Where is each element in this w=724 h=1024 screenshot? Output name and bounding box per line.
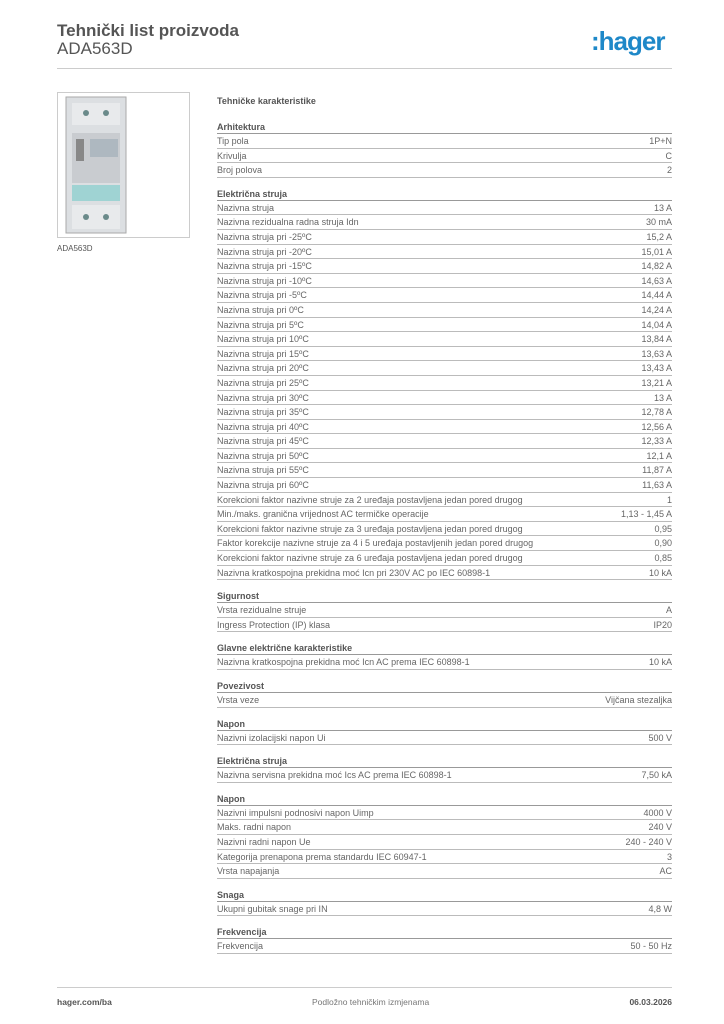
spec-section <box>217 925 672 954</box>
spec-row <box>217 259 672 274</box>
spec-value: 12,56 A <box>641 421 672 432</box>
spec-label: Nazivna struja pri -20ºC <box>217 246 312 257</box>
spec-row <box>217 149 672 164</box>
spec-label: Nazivna struja pri 15ºC <box>217 348 309 359</box>
spec-row <box>217 134 672 149</box>
spec-label: Nazivna servisna prekidna moć Ics AC prema IEC 60898-1 <box>217 770 452 781</box>
product-image <box>57 92 190 238</box>
spec-label: Nazivni izolacijski napon Ui <box>217 732 326 743</box>
footer-date: 06.03.2026 <box>629 997 672 1007</box>
spec-row <box>217 245 672 260</box>
spec-value: 0,95 <box>654 523 672 534</box>
section-title: Glavne električne karakteristike <box>217 641 672 655</box>
spec-value: 15,01 A <box>641 246 672 257</box>
section-title: Električna struja <box>217 754 672 768</box>
spec-value: C <box>665 150 672 161</box>
spec-row <box>217 463 672 478</box>
image-caption: ADA563D <box>57 244 93 253</box>
header-divider <box>57 68 672 69</box>
spec-value: 0,85 <box>654 553 672 564</box>
spec-label: Nazivna struja pri 45ºC <box>217 436 309 447</box>
section-title: Frekvencija <box>217 925 672 939</box>
spec-value: 12,78 A <box>641 407 672 418</box>
spec-row <box>217 376 672 391</box>
spec-label: Nazivna rezidualna radna struja Idn <box>217 217 359 228</box>
spec-row <box>217 230 672 245</box>
spec-row <box>217 507 672 522</box>
footer-notice: Podložno tehničkim izmjenama <box>312 997 430 1007</box>
spec-label: Vrsta rezidualne struje <box>217 605 307 616</box>
spec-value: 0,90 <box>654 538 672 549</box>
spec-value: 13,21 A <box>641 377 672 388</box>
spec-value: 13,43 A <box>641 363 672 374</box>
spec-title: Tehničke karakteristike <box>217 96 316 106</box>
spec-row <box>217 850 672 865</box>
spec-value: 7,50 kA <box>641 770 672 781</box>
spec-label: Nazivna struja pri -10ºC <box>217 275 312 286</box>
footer-website[interactable]: hager.com/ba <box>57 997 112 1007</box>
section-title: Napon <box>217 717 672 731</box>
spec-row <box>217 864 672 879</box>
spec-value: 50 - 50 Hz <box>630 941 672 952</box>
spec-value: 30 mA <box>645 217 672 228</box>
spec-row <box>217 405 672 420</box>
spec-row <box>217 420 672 435</box>
spec-value: 14,82 A <box>641 261 672 272</box>
spec-value: 12,33 A <box>641 436 672 447</box>
spec-row <box>217 361 672 376</box>
spec-row <box>217 902 672 917</box>
spec-row <box>217 939 672 954</box>
spec-label: Nazivna struja pri 20ºC <box>217 363 309 374</box>
footer-divider <box>57 987 672 988</box>
spec-label: Nazivna struja pri 40ºC <box>217 421 309 432</box>
product-code: ADA563D <box>57 39 133 58</box>
spec-row <box>217 493 672 508</box>
spec-row <box>217 274 672 289</box>
spec-row <box>217 768 672 783</box>
spec-value: 2 <box>666 165 672 176</box>
spec-row <box>217 478 672 493</box>
spec-row <box>217 655 672 670</box>
hager-logo: :hager <box>591 26 665 56</box>
spec-value: 1 <box>666 494 672 505</box>
spec-value: 500 V <box>648 732 672 743</box>
spec-label: Vrsta napajanja <box>217 866 280 877</box>
spec-label: Nazivna struja pri -15ºC <box>217 261 312 272</box>
spec-value: 3 <box>666 851 672 862</box>
section-title: Sigurnost <box>217 589 672 603</box>
spec-value: 14,04 A <box>641 319 672 330</box>
spec-label: Tip pola <box>217 136 249 146</box>
spec-value: 11,87 A <box>642 465 672 476</box>
spec-value: 14,63 A <box>641 275 672 286</box>
spec-value: 13,63 A <box>641 348 672 359</box>
spec-row <box>217 449 672 464</box>
spec-section <box>217 589 672 632</box>
spec-row <box>217 347 672 362</box>
spec-value: 240 V <box>648 822 672 833</box>
spec-value: 1,13 - 1,45 A <box>620 509 672 520</box>
spec-row <box>217 522 672 537</box>
spec-section <box>217 641 672 670</box>
spec-section <box>217 187 672 580</box>
spec-label: Nazivna struja pri 25ºC <box>217 377 309 388</box>
spec-value: IP20 <box>653 619 672 630</box>
spec-label: Krivulja <box>217 150 247 161</box>
spec-label: Kategorija prenapona prema standardu IEC 60947-1 <box>217 851 427 862</box>
spec-value: 240 - 240 V <box>625 836 672 847</box>
spec-value: 14,24 A <box>641 304 672 315</box>
spec-label: Nazivna struja pri 35ºC <box>217 407 309 418</box>
spec-row <box>217 201 672 216</box>
page-title: Tehnički list proizvoda <box>57 21 239 40</box>
spec-value: 13 A <box>653 202 672 213</box>
section-title: Povezivost <box>217 679 672 693</box>
spec-row <box>217 332 672 347</box>
spec-row <box>217 391 672 406</box>
section-title: Arhitektura <box>217 120 672 134</box>
spec-row <box>217 566 672 581</box>
spec-section <box>217 120 672 178</box>
spec-row <box>217 618 672 633</box>
spec-value: 11,63 A <box>642 480 672 491</box>
spec-value: A <box>665 605 672 616</box>
spec-label: Korekcioni faktor nazivne struje za 2 uređaja postavljena jedan pored drugog <box>217 494 523 505</box>
spec-label: Nazivni radni napon Ue <box>217 836 311 847</box>
spec-section <box>217 717 672 746</box>
spec-row <box>217 215 672 230</box>
spec-row <box>217 731 672 746</box>
spec-value: AC <box>659 866 672 877</box>
spec-value: 4000 V <box>643 807 672 818</box>
spec-label: Nazivna struja pri 0ºC <box>217 304 304 315</box>
spec-section <box>217 679 672 708</box>
spec-label: Ingress Protection (IP) klasa <box>217 619 331 630</box>
spec-row <box>217 288 672 303</box>
spec-row <box>217 820 672 835</box>
spec-label: Nazivna struja pri 10ºC <box>217 334 309 345</box>
spec-label: Nazivni impulsni podnosivi napon Uimp <box>217 807 374 818</box>
spec-label: Nazivna kratkospojna prekidna moć Icn pri 230V AC po IEC 60898-1 <box>217 567 491 578</box>
spec-label: Korekcioni faktor nazivne struje za 3 uređaja postavljena jedan pored drugog <box>217 523 523 534</box>
spec-row <box>217 163 672 178</box>
spec-value: 12,1 A <box>646 450 672 461</box>
spec-table <box>217 96 672 963</box>
spec-section <box>217 792 672 879</box>
spec-row <box>217 536 672 551</box>
spec-label: Ukupni gubitak snage pri IN <box>217 903 328 914</box>
spec-label: Korekcioni faktor nazivne struje za 6 uređaja postavljena jedan pored drugog <box>217 553 523 564</box>
spec-label: Min./maks. granična vrijednost AC termičke operacije <box>217 509 429 520</box>
section-title: Električna struja <box>217 187 672 201</box>
spec-value: 13 A <box>653 392 672 403</box>
spec-label: Nazivna struja pri 30ºC <box>217 392 309 403</box>
section-title: Napon <box>217 792 672 806</box>
spec-value: 10 kA <box>648 657 672 668</box>
spec-label: Nazivna struja pri 55ºC <box>217 465 309 476</box>
spec-label: Nazivna struja pri 60ºC <box>217 480 309 491</box>
spec-label: Nazivna struja pri -25ºC <box>217 231 312 242</box>
spec-value: 1P+N <box>649 136 672 146</box>
spec-label: Nazivna struja pri -5ºC <box>217 290 307 301</box>
spec-label: Frekvencija <box>217 941 264 952</box>
spec-label: Faktor korekcije nazivne struje za 4 i 5 uređaja postavljenih jedan pored drugog <box>217 538 534 549</box>
spec-label: Nazivna struja pri 50ºC <box>217 450 309 461</box>
spec-value: Vijčana stezaljka <box>605 695 672 705</box>
spec-section <box>217 754 672 783</box>
spec-row <box>217 318 672 333</box>
spec-value: 4,8 W <box>648 903 672 914</box>
spec-row <box>217 835 672 850</box>
spec-row <box>217 551 672 566</box>
spec-row <box>217 434 672 449</box>
spec-row <box>217 303 672 318</box>
spec-label: Broj polova <box>217 165 263 176</box>
spec-label: Vrsta veze <box>217 695 260 705</box>
spec-value: 13,84 A <box>641 334 672 345</box>
spec-value: 15,2 A <box>646 231 672 242</box>
spec-label: Nazivna struja <box>217 202 275 213</box>
spec-row <box>217 693 672 708</box>
spec-section <box>217 888 672 917</box>
spec-label: Nazivna kratkospojna prekidna moć Icn AC prema IEC 60898-1 <box>217 657 470 668</box>
section-title: Snaga <box>217 888 672 902</box>
spec-value: 10 kA <box>648 567 672 578</box>
spec-row <box>217 806 672 821</box>
spec-label: Maks. radni napon <box>217 822 292 833</box>
spec-row <box>217 603 672 618</box>
spec-label: Nazivna struja pri 5ºC <box>217 319 304 330</box>
spec-value: 14,44 A <box>641 290 672 301</box>
